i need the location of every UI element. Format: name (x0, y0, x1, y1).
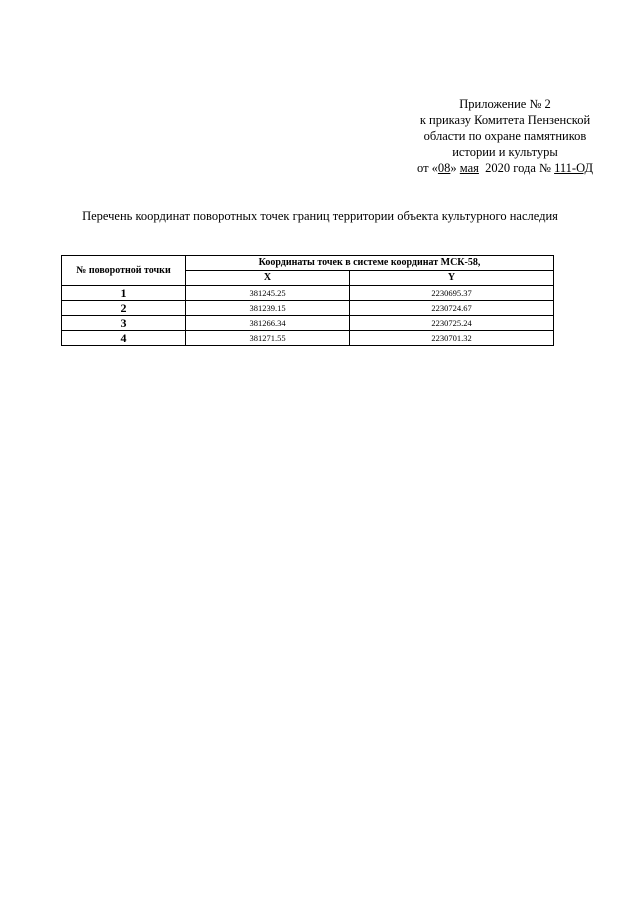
point-number: 4 (62, 331, 186, 346)
order-reference-line: к приказу Комитета Пензенской (419, 113, 591, 127)
coord-x: 381266.34 (186, 316, 350, 331)
document-title: Перечень координат поворотных точек границ территории объекта культурного наследия (82, 209, 558, 223)
date-year: 2020 года № (478, 161, 555, 175)
point-number: 1 (62, 286, 186, 301)
order-date-line (395, 160, 615, 176)
table-row (62, 286, 554, 301)
coord-x: 381245.25 (186, 286, 350, 301)
committee-line: области по охране памятников (423, 129, 587, 143)
committee-line-cont: истории и культуры (452, 145, 558, 159)
date-month: мая (459, 161, 479, 175)
point-number: 2 (62, 301, 186, 316)
header-y: Y (350, 271, 554, 286)
date-prefix: от « (416, 161, 438, 175)
coord-x: 381239.15 (186, 301, 350, 316)
appendix-header (395, 96, 615, 176)
date-mid: » (450, 161, 460, 175)
coord-x: 381271.55 (186, 331, 350, 346)
coord-y: 2230724.67 (350, 301, 554, 316)
table-row (62, 316, 554, 331)
coordinates-table (61, 255, 554, 346)
header-coordinates: Координаты точек в системе координат МСК-58, (186, 256, 554, 271)
appendix-number: Приложение № 2 (459, 97, 551, 111)
header-point-number: № поворотной точки (62, 256, 186, 286)
order-number: 111-ОД (554, 161, 594, 175)
table-row (62, 331, 554, 346)
point-number: 3 (62, 316, 186, 331)
table-row (62, 301, 554, 316)
coord-y: 2230701.32 (350, 331, 554, 346)
date-day: 08 (437, 161, 451, 175)
coord-y: 2230695.37 (350, 286, 554, 301)
header-x: X (186, 271, 350, 286)
coord-y: 2230725.24 (350, 316, 554, 331)
